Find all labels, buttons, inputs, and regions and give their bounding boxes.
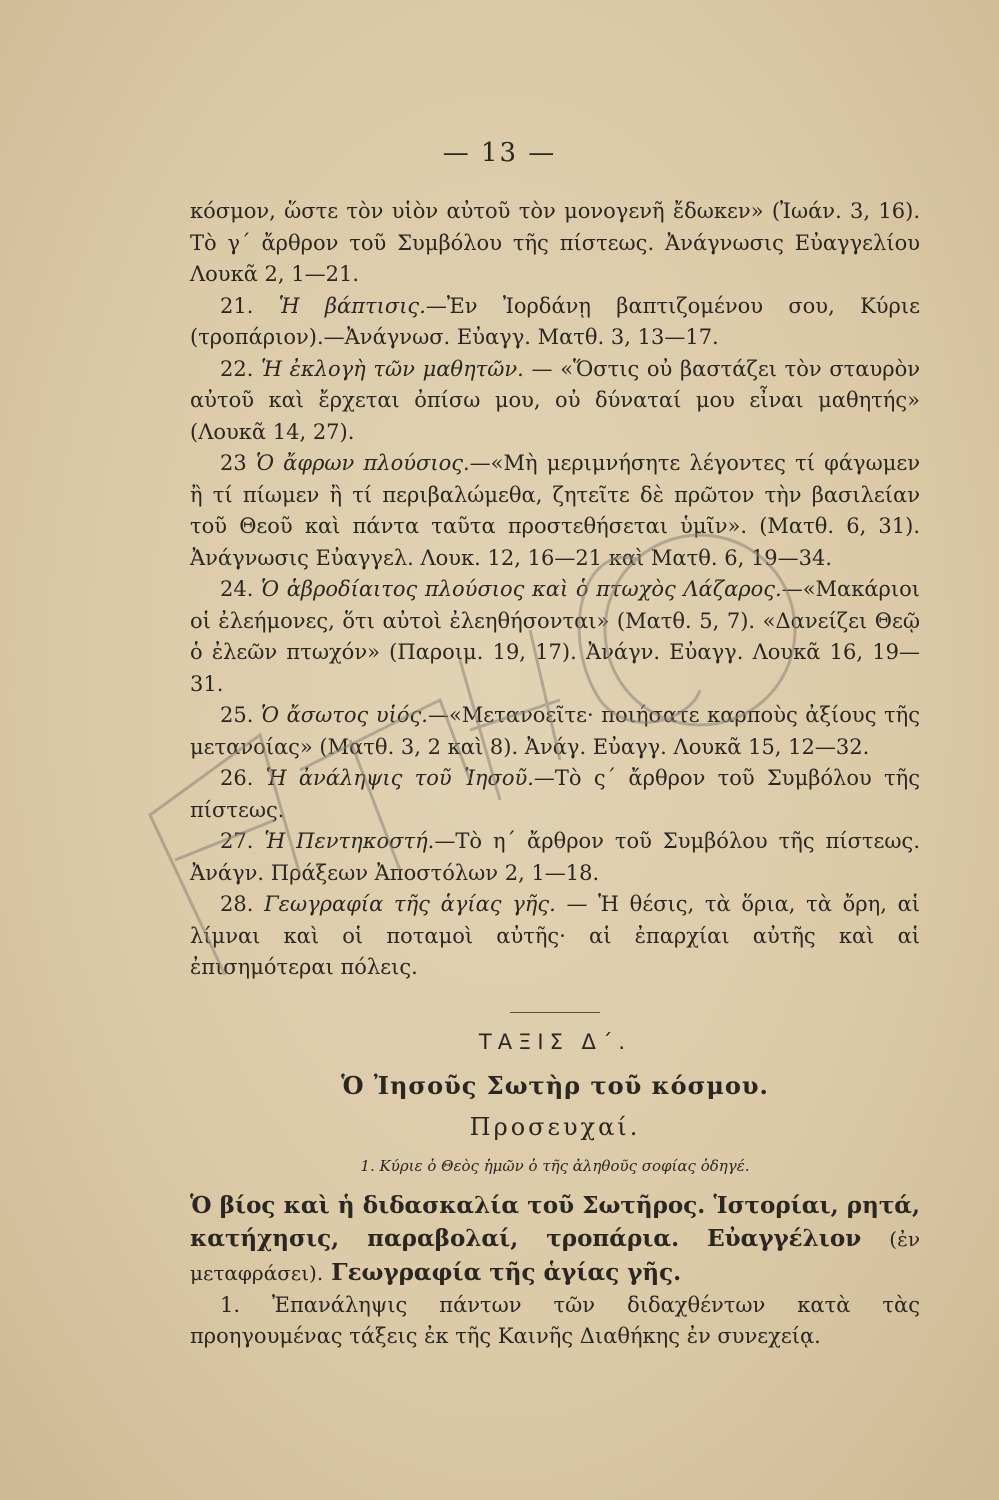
paragraph-28: 28. Γεωγραφία τῆς ἁγίας γῆς. — Ἡ θέσις, τὰ ὅρια, τὰ ὄρη, αἱ λίμναι καὶ οἱ ποταμοὶ αὐτῆς· αἱ ἐπαρχίαι αὐτῆς καὶ αἱ ἐπισημότεραι πόλεις. (190, 892, 920, 979)
paragraph-title: Ἡ Πεντηκοστή. (264, 829, 435, 853)
paragraph-title: Ἡ βάπτισις. (278, 293, 426, 318)
paragraph-24: 24. Ὁ ἁβροδίαιτος πλούσιος καὶ ὁ πτωχὸς Λάζαρος.—«Μακάριοι οἱ ἐλεήμονες, ὅτι αὐτοὶ ἐλεηθήσονται» (Ματθ. 5, 7). «Δανείζει Θεῷ ὁ ἐλεῶν πτωχόν» (Παροιμ. 19, 17). Ἀνάγν. Εὐαγγ. Λουκᾶ 16, 19—31. (190, 577, 920, 696)
page-number: — 13 — (442, 138, 557, 168)
paragraph-title: Ἡ ἐκλογὴ τῶν μαθητῶν. (261, 356, 524, 381)
paragraph-title: Ὁ ἄσωτος υἱός. (261, 703, 428, 727)
section-item-1: 1. Ἐπανάληψις πάντων τῶν διδαχθέντων κατὰ τὰς προηγουμένας τάξεις ἐκ τῆς Καινῆς Διαθήκης ἐν συνεχείᾳ. (190, 1292, 920, 1348)
prayers-heading: Προσευχαί. (469, 1112, 641, 1141)
prayer-line: 1. Κύριε ὁ Θεὸς ἡμῶν ὁ τῆς ἀληθοῦς σοφίας ὁδηγέ. (360, 1157, 750, 1175)
paragraph-title: Ὁ ἁβροδίαιτος πλούσιος καὶ ὁ πτωχὸς Λάζαρος. (261, 577, 782, 601)
section-title: Ὁ Ἰησοῦς Σωτὴρ τοῦ κόσμου. (341, 1071, 769, 1100)
paragraph-25: 25. Ὁ ἄσωτος υἱός.—«Μετανοεῖτε· ποιήσατε καρποὺς ἀξίους τῆς μετανοίας» (Ματθ. 3, 2 καὶ 8). Ἀνάγ. Εὐαγγ. Λουκᾶ 15, 12—32. (190, 703, 921, 759)
paragraph-22: 22. Ἡ ἐκλογὴ τῶν μαθητῶν. — «Ὅστις οὐ βαστάζει τὸν σταυρὸν αὐτοῦ καὶ ἔρχεται ὀπίσω μου, οὐ δύναταί μου εἶναι μαθητής» (Λουκᾶ 14, 27). (190, 356, 920, 444)
paragraph-title: Ὁ ἄφρων πλούσιος. (255, 451, 470, 475)
paragraph-title: Ἡ ἀνάληψις τοῦ Ἰησοῦ. (265, 766, 534, 790)
section-summary: Ὁ βίος καὶ ἡ διδασκαλία τοῦ Σωτῆρος. Ἱστορίαι, ρητά, κατήχησις, παραβολαί, τροπάρια. Εὐαγγέλιον (ἐν μεταφράσει). Γεωγραφία τῆς ἁγίας γῆς. (190, 1191, 920, 1286)
paragraph-23: 23 Ὁ ἄφρων πλούσιος.—«Μὴ μεριμνήσητε λέγοντες τί φάγωμεν ἢ τί πίωμεν ἢ τί περιβαλώμεθα, ζητεῖτε δὲ πρῶτον τὴν βασιλείαν τοῦ Θεοῦ καὶ πάντα ταῦτα προστεθήσεται ὑμῖν». (Ματθ. 6, 31). Ἀνάγνωσις Εὐαγγελ. Λουκ. 12, 16—21 καὶ Ματθ. 6, 19—34. (190, 451, 921, 570)
section-divider (510, 1012, 600, 1013)
paragraph-21: 21. Ἡ βάπτισις.—Ἐν Ἰορδάνῃ βαπτιζομένου σου, Κύριε (τροπάριον).—Ἀνάγνωσ. Εὐαγγ. Ματθ. 3, 13—17. (190, 293, 920, 349)
paragraph-26: 26. Ἡ ἀνάληψις τοῦ Ἰησοῦ.—Τὸ ς΄ ἄρθρον τοῦ Συμβόλου τῆς πίστεως. (190, 766, 920, 822)
page-body (190, 196, 920, 1353)
paragraph-title: Γεωγραφία τῆς ἁγίας γῆς. (264, 892, 556, 916)
paragraph-27: 27. Ἡ Πεντηκοστή.—Τὸ η΄ ἄρθρον τοῦ Συμβόλου τῆς πίστεως. Ἀνάγν. Πράξεων Ἀποστόλων 2, 1—18. (190, 829, 920, 885)
paragraph-intro: κόσμον, ὥστε τὸν υἱὸν αὐτοῦ τὸν μονογενῆ ἔδωκεν» (Ἰωάν. 3, 16). Τὸ γ΄ ἄρθρον τοῦ Συμβόλου τῆς πίστεως. Ἀνάγνωσις Εὐαγγελίου Λουκᾶ 2, 1—21. (190, 199, 920, 286)
section-heading: ΤΑΞΙΣ Δ΄. (478, 1029, 632, 1054)
